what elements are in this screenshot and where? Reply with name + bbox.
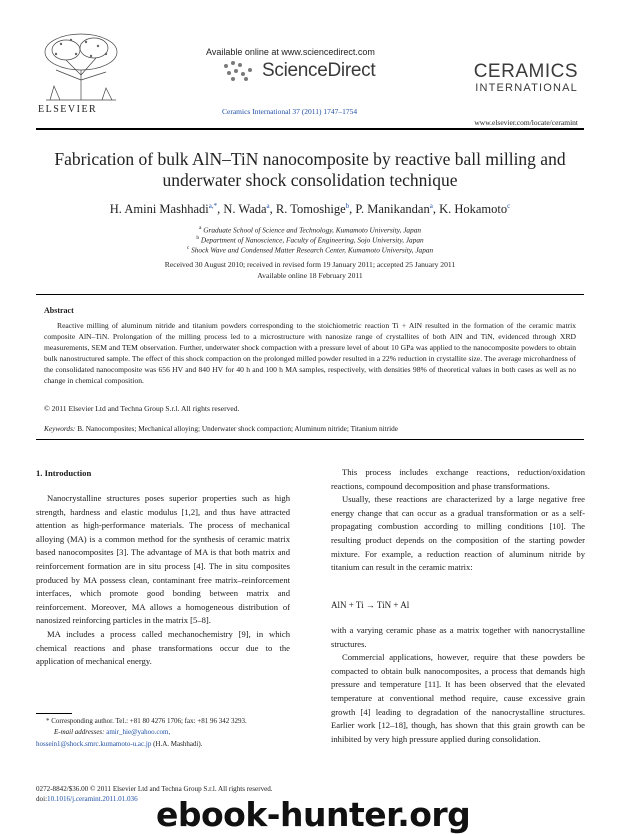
keywords [44,424,398,433]
email-link[interactable]: hossein1@shock.smrc.kumamoto-u.ac.jp [36,739,152,748]
header-rule [36,128,584,130]
abstract-copyright: © 2011 Elsevier Ltd and Techna Group S.r.l. All rights reserved. [44,404,240,413]
journal-logo-line1: CERAMICS [473,61,578,82]
paragraph: Nanocrystalline structures poses superior properties such as high strength, hardness and elastic modulus [1,2], and thus have attracted attention as high-performance materials. The process of mechanical alloying (MA) is a common method for the synthesis of ceramic matrix based nanocomposites [3]. The advantage of MA is that both matrix and reinforcement formation are in situ process [4]. The in situ composites produced by MA possess clean, contaminant free matrix–reinforcement interfaces, which promote good bonding between matrix and reinforcement. Moreover, MA allows a homogeneous distribution of nanosized reinforcing particles in the matrix [5–8]. [36,493,290,626]
right-column-continued [331,624,585,746]
keywords-label: Keywords: [44,424,76,433]
reaction-equation: AlN + Ti → TiN + Al [331,600,410,610]
history-dates: Received 30 August 2010; received in revised form 19 January 2011; accepted 25 January 2011 [164,260,456,269]
journal-reference-link[interactable]: Ceramics International 37 (2011) 1747–1754 [222,107,358,116]
sciencedirect-wordmark: ScienceDirect [262,60,376,81]
abstract-heading: Abstract [44,306,74,315]
author: K. Hokamoto$^c$ [439,202,511,217]
footnote-email-label: E-mail addresses: [54,728,105,737]
paragraph: with a varying ceramic phase as a matrix together with nanocrystalline structures. [331,625,585,649]
journal-logo [474,62,578,95]
author-affil-marker[interactable]: c [507,202,511,210]
publisher-name: ELSEVIER [38,104,98,115]
paragraph: Commercial applications, however, require that these powders be compacted to obtain bulk nanocomposites, a process that demands high pressure and temperature [11]. It has been observed that the elevated temperature at conventional method require, cause excessive grain growth [4] leading to degradation of the nanocrystalline structures. Earlier work [12–18], though, has shown that this grain growth can be inhibited by very high pressure applied during consolidation. [331,652,585,744]
footnote-rule [36,713,72,714]
article-title-line1: Fabrication of bulk AlN–TiN nanocomposite by reactive ball milling and [54,149,566,169]
sciencedirect-logo [222,60,375,82]
available-online-date: Available online 18 February 2011 [257,271,363,280]
journal-logo-line2: INTERNATIONAL [475,82,578,94]
author: P. Manikandan$^a$, [355,202,440,217]
article-title-line2: underwater shock consolidation technique [162,170,458,190]
keywords-list: B. Nanocomposites; Mechanical alloying; Underwater shock compaction; Aluminum nitride; Titanium nitride [77,424,398,433]
available-online-text: Available online at www.sciencedirect.com [206,47,375,57]
journal-url-link[interactable]: www.elsevier.com/locate/ceramint [474,118,578,127]
author-affil-marker[interactable]: a [429,202,433,210]
affiliation-a: $^a$ Graduate School of Science and Technology, Kumamoto University, Japan [198,225,422,235]
right-column [331,466,585,575]
author-affil-marker[interactable]: a [266,202,270,210]
abstract-body: Reactive milling of aluminum nitride and titanium powders corresponding to the stoichiometric reaction Ti + AlN resulted in the formation of the ceramic matrix composite AlN–TiN. Prolongation of the milling process led to a microstructure with nanosize range of crystallites of both AlN and TiN, evidenced through XRD measurements, SEM and TEM observation. Further, underwater shock compaction with a pressure level of about 10 GPa was applied to the nanocomposite powders to obtain bulk nanostructured sample. The effect of this shock compaction on the prolonged milled powder resulted in a 22% reduction in crystallite size. The average microhardness of the consolidated nanocomposite was 656 HV and 840 HV for 40 h and 100 h MA samples, respectively, with densities 98% of theoretical values in both cases as well as no change in chemical composition. [44,321,576,385]
footnote-name: (H.A. Mashhadi). [151,739,203,748]
doi-link[interactable]: 10.1016/j.ceramint.2011.01.036 [47,794,138,803]
section-heading: 1. Introduction [36,468,92,478]
left-column [36,492,290,669]
footnote-contact: * Corresponding author. Tel.: +81 80 4276 1706; fax: +81 96 342 3293. [46,717,247,725]
issn-line: 0272-8842/$36.00 © 2011 Elsevier Ltd and Techna Group S.r.l. All rights reserved. [36,785,273,793]
watermark: ebook-hunter.org [156,795,471,834]
abstract-bottom-rule [36,439,584,440]
author-affil-marker[interactable]: a,* [208,202,218,210]
affiliation-c: $^c$ Shock Wave and Condensed Matter Research Center, Kumamoto University, Japan [186,245,434,255]
author-affil-marker[interactable]: b [345,202,350,210]
author: R. Tomoshige$^b$, [275,202,356,217]
article-title [40,149,580,191]
author-list [40,202,580,217]
elsevier-tree-logo [36,30,126,114]
paragraph: Usually, these reactions are characterized by a large negative free energy change that can occur as a gradual transformation or as a self-propagating combustion according to milling conditions [10]. The resulting product depends on the composition of the starting powder mixture. For example, a reduction reaction of aluminum nitride by titanium can result in the ceramic matrix: [331,494,585,573]
paragraph: This process includes exchange reactions, reduction/oxidation reactions, compound decomposition and phase transformations. [331,467,585,491]
sciencedirect-dots-icon [222,60,256,82]
corresponding-author-footnote [36,716,306,750]
author: H. Amini Mashhadi$^{a,*}$, [109,202,224,217]
affiliation-b: $^b$ Department of Nanoscience, Faculty of Engineering, Sojo University, Japan [196,235,424,245]
paragraph: MA includes a process called mechanochemistry [9], in which chemical reactions and phase transformations occur due to the application of mechanical energy. [36,628,290,667]
doi-prefix: doi: [36,794,48,803]
author: N. Wada$^a$, [223,202,276,217]
abstract-top-rule [36,294,584,295]
email-link[interactable]: amir_hie@yahoo.com, [106,728,171,737]
